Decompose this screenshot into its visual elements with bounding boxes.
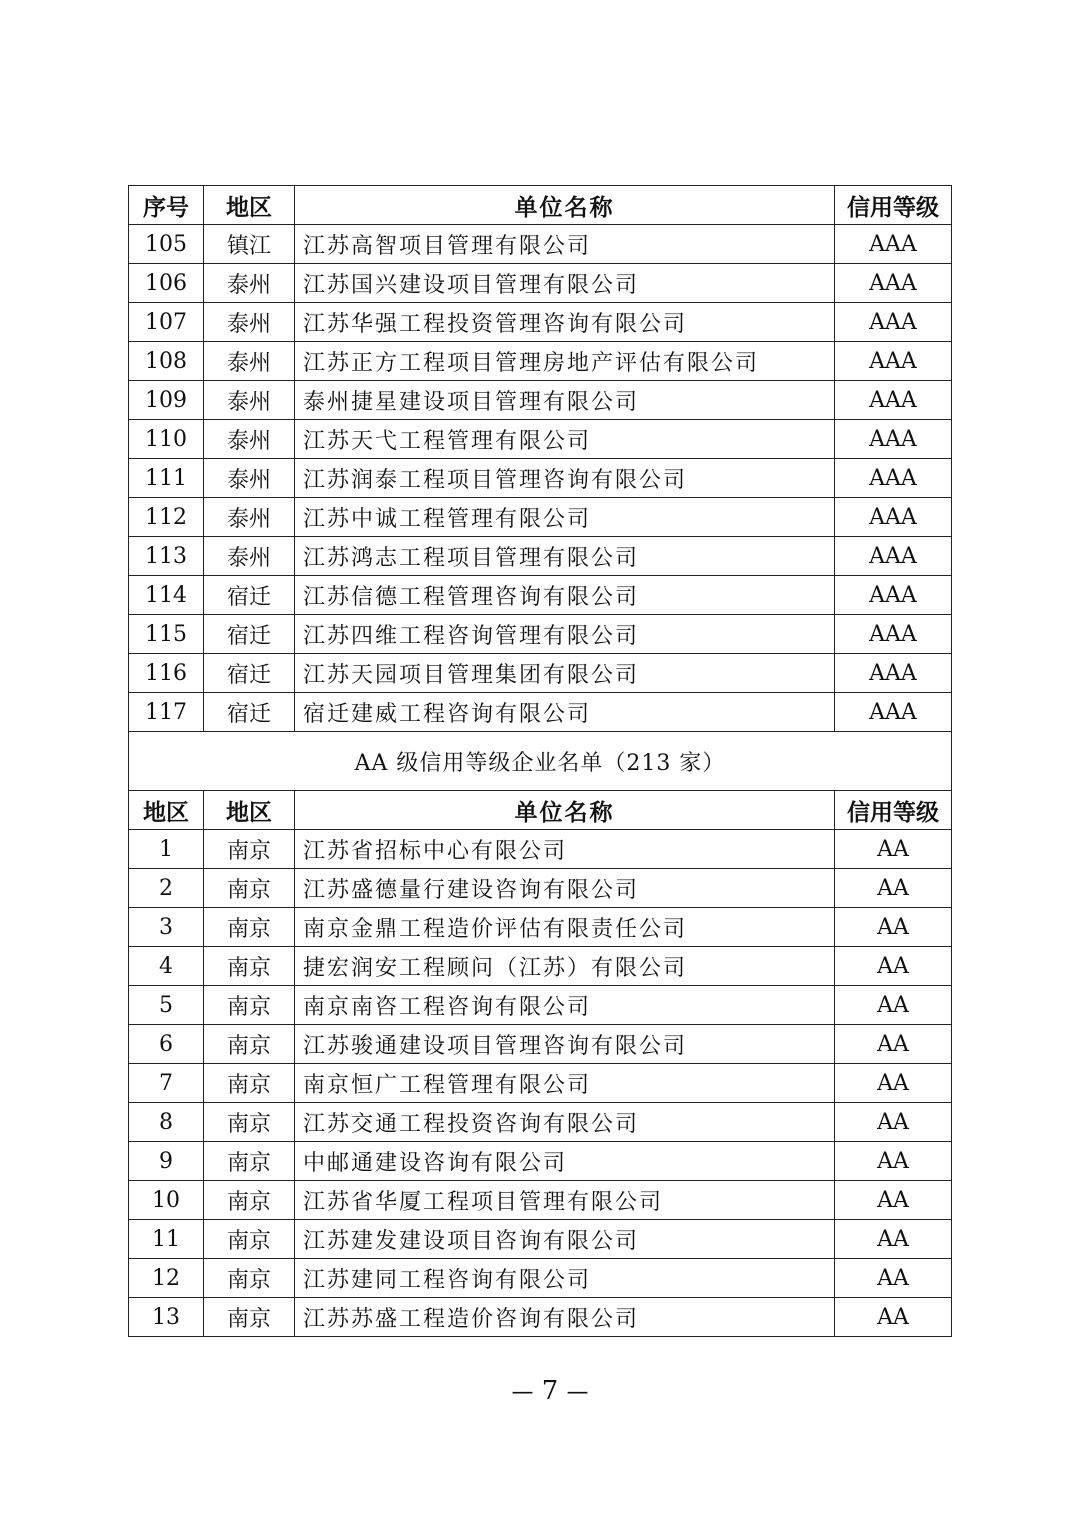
row-region: 泰州	[204, 303, 295, 342]
page-dash-left: —	[511, 1380, 534, 1405]
row-credit-level: AA	[835, 830, 952, 869]
row-region: 泰州	[204, 420, 295, 459]
page-number: 7	[541, 1376, 559, 1406]
row-credit-level: AAA	[835, 693, 952, 732]
row-credit-level: AA	[835, 986, 952, 1025]
row-company-name: 捷宏润安工程顾问（江苏）有限公司	[295, 947, 835, 986]
row-region: 宿迁	[204, 615, 295, 654]
header-company-name: 单位名称	[295, 186, 835, 225]
row-credit-level: AAA	[835, 381, 952, 420]
row-company-name: 泰州捷星建设项目管理有限公司	[295, 381, 835, 420]
row-region: 南京	[204, 869, 295, 908]
row-region: 南京	[204, 947, 295, 986]
table-row	[129, 1103, 952, 1142]
row-number: 109	[129, 381, 204, 420]
header-credit-level: 信用等级	[835, 791, 952, 830]
row-number: 8	[129, 1103, 204, 1142]
table-row	[129, 947, 952, 986]
row-number: 107	[129, 303, 204, 342]
row-company-name: 江苏省招标中心有限公司	[295, 830, 835, 869]
header-number: 地区	[129, 791, 204, 830]
row-company-name: 南京南咨工程咨询有限公司	[295, 986, 835, 1025]
row-region: 南京	[204, 1220, 295, 1259]
row-credit-level: AAA	[835, 420, 952, 459]
row-region: 南京	[204, 1103, 295, 1142]
row-credit-level: AAA	[835, 537, 952, 576]
table-row	[129, 1142, 952, 1181]
row-company-name: 江苏建发建设项目咨询有限公司	[295, 1220, 835, 1259]
header-credit-level: 信用等级	[835, 186, 952, 225]
row-number: 12	[129, 1259, 204, 1298]
row-company-name: 江苏润泰工程项目管理咨询有限公司	[295, 459, 835, 498]
row-company-name: 江苏天园项目管理集团有限公司	[295, 654, 835, 693]
row-number: 2	[129, 869, 204, 908]
table-row	[129, 264, 952, 303]
row-region: 宿迁	[204, 654, 295, 693]
row-number: 4	[129, 947, 204, 986]
table-row	[129, 537, 952, 576]
row-region: 南京	[204, 1181, 295, 1220]
row-credit-level: AAA	[835, 654, 952, 693]
row-number: 111	[129, 459, 204, 498]
row-number: 5	[129, 986, 204, 1025]
row-region: 宿迁	[204, 576, 295, 615]
row-credit-level: AA	[835, 1259, 952, 1298]
row-region: 南京	[204, 1142, 295, 1181]
row-credit-level: AAA	[835, 576, 952, 615]
table-row	[129, 498, 952, 537]
table-row	[129, 615, 952, 654]
row-number: 108	[129, 342, 204, 381]
table-header-row	[129, 186, 952, 225]
table-row	[129, 693, 952, 732]
row-credit-level: AA	[835, 947, 952, 986]
row-credit-level: AA	[835, 1181, 952, 1220]
row-region: 泰州	[204, 381, 295, 420]
table-row	[129, 1259, 952, 1298]
row-region: 南京	[204, 908, 295, 947]
row-number: 113	[129, 537, 204, 576]
row-number: 3	[129, 908, 204, 947]
row-region: 泰州	[204, 342, 295, 381]
row-number: 115	[129, 615, 204, 654]
row-credit-level: AAA	[835, 342, 952, 381]
row-company-name: 南京金鼎工程造价评估有限责任公司	[295, 908, 835, 947]
row-number: 106	[129, 264, 204, 303]
row-company-name: 江苏苏盛工程造价咨询有限公司	[295, 1298, 835, 1337]
header-region: 地区	[204, 186, 295, 225]
row-company-name: 江苏国兴建设项目管理有限公司	[295, 264, 835, 303]
section-title: AA 级信用等级企业名单（213 家）	[129, 732, 952, 791]
table-row	[129, 830, 952, 869]
table-row	[129, 1298, 952, 1337]
row-region: 南京	[204, 986, 295, 1025]
row-region: 泰州	[204, 537, 295, 576]
row-company-name: 江苏正方工程项目管理房地产评估有限公司	[295, 342, 835, 381]
row-credit-level: AAA	[835, 303, 952, 342]
row-region: 南京	[204, 1298, 295, 1337]
row-region: 南京	[204, 1025, 295, 1064]
page-dash-right: —	[566, 1380, 589, 1405]
row-region: 泰州	[204, 498, 295, 537]
row-company-name: 宿迁建威工程咨询有限公司	[295, 693, 835, 732]
row-credit-level: AAA	[835, 225, 952, 264]
table-row	[129, 869, 952, 908]
credit-rating-table	[128, 185, 952, 1337]
row-company-name: 南京恒广工程管理有限公司	[295, 1064, 835, 1103]
row-number: 10	[129, 1181, 204, 1220]
row-number: 13	[129, 1298, 204, 1337]
row-credit-level: AA	[835, 908, 952, 947]
row-number: 105	[129, 225, 204, 264]
row-credit-level: AA	[835, 1064, 952, 1103]
row-number: 110	[129, 420, 204, 459]
table-header-row	[129, 791, 952, 830]
row-region: 镇江	[204, 225, 295, 264]
row-number: 11	[129, 1220, 204, 1259]
row-number: 114	[129, 576, 204, 615]
row-company-name: 江苏鸿志工程项目管理有限公司	[295, 537, 835, 576]
row-company-name: 江苏省华厦工程项目管理有限公司	[295, 1181, 835, 1220]
page-footer	[0, 1376, 1080, 1406]
table-row	[129, 986, 952, 1025]
row-region: 泰州	[204, 459, 295, 498]
header-company-name: 单位名称	[295, 791, 835, 830]
table-row	[129, 1025, 952, 1064]
table-row	[129, 342, 952, 381]
row-credit-level: AA	[835, 1142, 952, 1181]
row-credit-level: AA	[835, 869, 952, 908]
table-row	[129, 908, 952, 947]
row-company-name: 江苏骏通建设项目管理咨询有限公司	[295, 1025, 835, 1064]
row-company-name: 江苏华强工程投资管理咨询有限公司	[295, 303, 835, 342]
row-credit-level: AA	[835, 1103, 952, 1142]
header-number: 序号	[129, 186, 204, 225]
row-company-name: 江苏高智项目管理有限公司	[295, 225, 835, 264]
row-region: 泰州	[204, 264, 295, 303]
row-credit-level: AAA	[835, 615, 952, 654]
table-row	[129, 459, 952, 498]
row-number: 6	[129, 1025, 204, 1064]
row-company-name: 中邮通建设咨询有限公司	[295, 1142, 835, 1181]
row-credit-level: AAA	[835, 459, 952, 498]
row-company-name: 江苏盛德量行建设咨询有限公司	[295, 869, 835, 908]
row-credit-level: AA	[835, 1025, 952, 1064]
row-credit-level: AAA	[835, 264, 952, 303]
table-row	[129, 225, 952, 264]
row-credit-level: AA	[835, 1220, 952, 1259]
row-number: 112	[129, 498, 204, 537]
row-company-name: 江苏四维工程咨询管理有限公司	[295, 615, 835, 654]
row-region: 南京	[204, 830, 295, 869]
row-number: 7	[129, 1064, 204, 1103]
table-row	[129, 1064, 952, 1103]
row-region: 南京	[204, 1259, 295, 1298]
table-row	[129, 420, 952, 459]
row-credit-level: AAA	[835, 498, 952, 537]
row-number: 1	[129, 830, 204, 869]
table-row	[129, 1220, 952, 1259]
row-number: 116	[129, 654, 204, 693]
row-credit-level: AA	[835, 1298, 952, 1337]
row-number: 9	[129, 1142, 204, 1181]
section-title-row	[129, 732, 952, 791]
table-row	[129, 576, 952, 615]
table-row	[129, 381, 952, 420]
row-number: 117	[129, 693, 204, 732]
row-company-name: 江苏信德工程管理咨询有限公司	[295, 576, 835, 615]
row-region: 南京	[204, 1064, 295, 1103]
table-row	[129, 654, 952, 693]
row-region: 宿迁	[204, 693, 295, 732]
row-company-name: 江苏建同工程咨询有限公司	[295, 1259, 835, 1298]
header-region: 地区	[204, 791, 295, 830]
row-company-name: 江苏中诚工程管理有限公司	[295, 498, 835, 537]
row-company-name: 江苏天弋工程管理有限公司	[295, 420, 835, 459]
table-row	[129, 303, 952, 342]
row-company-name: 江苏交通工程投资咨询有限公司	[295, 1103, 835, 1142]
table-row	[129, 1181, 952, 1220]
